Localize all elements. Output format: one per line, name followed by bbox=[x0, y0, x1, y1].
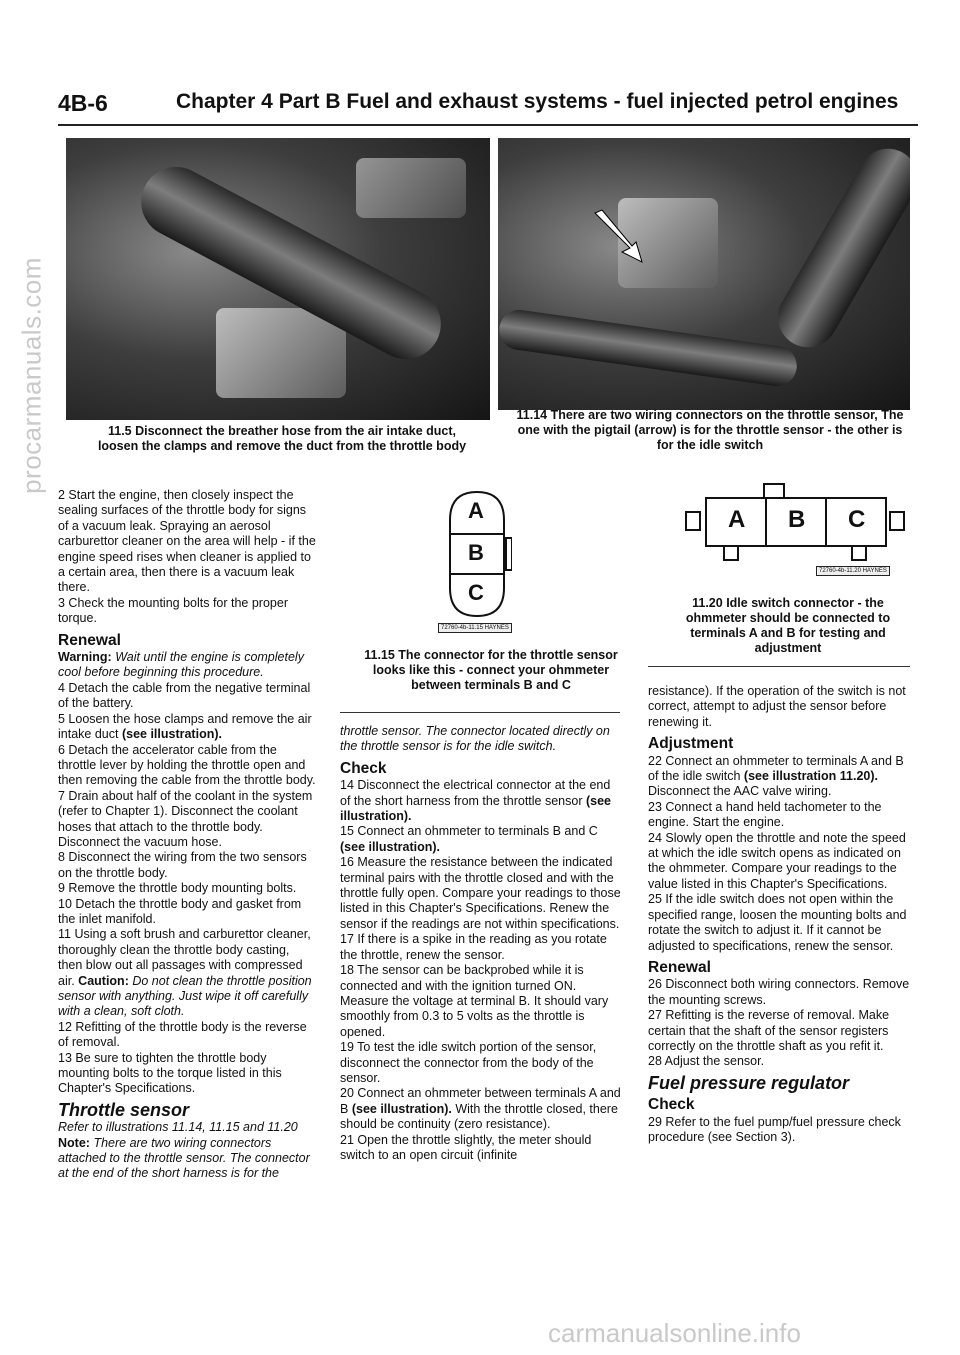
para-22 bbox=[648, 754, 912, 800]
caption-11-14: 11.14 There are two wiring connectors on the throttle sensor, The one with the pigtail (arrow) is for the throttle sensor - the other is for the idle switch bbox=[516, 408, 904, 452]
column-3 bbox=[648, 684, 912, 1145]
heading-adjustment: Adjustment bbox=[648, 735, 734, 753]
para-26: 26 Disconnect both wiring connectors. Remove the mounting screws. bbox=[648, 977, 910, 1007]
caption-11-20: 11.20 Idle switch connector - the ohmmeter should be connected to terminals A and B for testing and adjustment bbox=[685, 596, 891, 655]
para-22-text: 22 Connect an ohmmeter to terminals A and B of the idle switch bbox=[648, 753, 904, 784]
para-19: 19 To test the idle switch portion of the sensor, disconnect the connector from the body of the sensor. bbox=[340, 1040, 597, 1085]
para-24: 24 Slowly open the throttle and note the speed at which the idle switch opens as indicated on the ohmmeter. Compare your readings to the value listed in this Chapter's Specifications. bbox=[648, 830, 906, 891]
para-15 bbox=[340, 824, 622, 855]
hose-shape bbox=[767, 138, 910, 358]
page-title: Chapter 4 Part B Fuel and exhaust systems - fuel injected petrol engines bbox=[176, 90, 899, 113]
terminal-b-label: B bbox=[468, 540, 484, 565]
para-25: 25 If the idle switch does not open within the specified range, loosen the mounting bolts and rotate the switch to adjust it. If it cannot be adjusted to specifications, renew the sensor. bbox=[648, 892, 907, 953]
arrow-icon bbox=[590, 208, 650, 268]
caption-11-5: 11.5 Disconnect the breather hose from the air intake duct, loosen the clamps and remove the duct from the throttle body bbox=[97, 424, 467, 453]
terminal-c-label: C bbox=[468, 580, 484, 605]
para-17: 17 If there is a spike in the reading as you rotate the throttle, renew the sensor. bbox=[340, 932, 607, 962]
para-29: 29 Refer to the fuel pump/fuel pressure check procedure (see Section 3). bbox=[648, 1114, 901, 1144]
heading-throttle-sensor: Throttle sensor bbox=[58, 1099, 190, 1120]
photo-11-5 bbox=[66, 138, 490, 420]
bottom-watermark: carmanualsonline.info bbox=[548, 1318, 801, 1348]
idle-terminal-b-label: B bbox=[788, 506, 806, 533]
para-11 bbox=[58, 927, 316, 1019]
para-2: 2 Start the engine, then closely inspect the sealing surfaces of the throttle body for signs of a vacuum leak. Spraying an aerosol carburettor cleaner on the area will help - if the engine speed rises when cleaner is applied to a certain area, then there is a vacuum leak there. bbox=[58, 488, 316, 595]
caption-rule-2 bbox=[648, 666, 910, 667]
para-3: 3 Check the mounting bolts for the proper torque. bbox=[58, 595, 288, 626]
heading-fuel-pressure-regulator: Fuel pressure regulator bbox=[648, 1072, 850, 1093]
engine-part-shape bbox=[356, 158, 466, 218]
para-12: 12 Refitting of the throttle body is the reverse of removal. bbox=[58, 1019, 307, 1050]
para-8: 8 Disconnect the wiring from the two sensors on the throttle body. bbox=[58, 850, 307, 880]
idle-terminal-a-label: A bbox=[728, 506, 746, 533]
warning-text: Wait until the engine is completely cool before beginning this procedure. bbox=[58, 650, 304, 680]
para-5 bbox=[58, 712, 316, 743]
column-1 bbox=[58, 488, 316, 1182]
col3-intro: resistance). If the operation of the switch is not correct, attempt to adjust the sensor before renewing it. bbox=[648, 684, 906, 729]
col2-intro: throttle sensor. The connector located directly on the throttle sensor is for the idle switch. bbox=[340, 724, 610, 754]
note bbox=[58, 1136, 316, 1182]
terminal-a-label: A bbox=[468, 498, 484, 523]
pipe-shape bbox=[498, 307, 799, 388]
column-2 bbox=[340, 724, 622, 1163]
para-20 bbox=[340, 1086, 622, 1132]
para-21: 21 Open the throttle slightly, the meter should switch to an open circuit (infinite bbox=[340, 1132, 592, 1162]
diagram-tag: 72760-4b-11.15 HAYNES bbox=[438, 623, 512, 633]
para-20-ref: (see illustration). bbox=[351, 1101, 452, 1116]
para-5-text: 5 Loosen the hose clamps and remove the air intake duct bbox=[58, 711, 312, 742]
para-6: 6 Detach the accelerator cable from the throttle lever by holding the throttle open and then removing the cable from the throttle body. bbox=[58, 742, 316, 788]
idle-terminal-c-label: C bbox=[848, 506, 866, 533]
para-22-rest: Disconnect the AAC valve wiring. bbox=[648, 784, 832, 799]
para-15-text: 15 Connect an ohmmeter to terminals B and C bbox=[340, 824, 598, 839]
para-9: 9 Remove the throttle body mounting bolts. bbox=[58, 881, 297, 896]
page-number: 4B-6 bbox=[58, 90, 108, 116]
para-16: 16 Measure the resistance between the indicated terminal pairs with the throttle closed and with the throttle fully open. Compare your readings to those listed in this Chapter's Specifications. Renew the sensor if the readings are not within specifications. bbox=[340, 855, 621, 931]
para-14-ref: (see illustration). bbox=[340, 793, 611, 824]
diagram-11-15 bbox=[430, 490, 540, 630]
heading-check-2: Check bbox=[648, 1096, 695, 1114]
heading-renewal-2: Renewal bbox=[648, 958, 711, 976]
note-text: There are two wiring connectors attached to the throttle sensor. The connector at the end of the short harness is for the bbox=[58, 1135, 310, 1181]
para-14 bbox=[340, 778, 622, 824]
caption-11-15: 11.15 The connector for the throttle sensor looks like this - connect your ohmmeter between terminals B and C bbox=[364, 648, 618, 692]
para-14-text: 14 Disconnect the electrical connector at the end of the short harness from the throttle sensor bbox=[340, 778, 611, 808]
para-5-ref: (see illustration). bbox=[121, 727, 222, 742]
page-header bbox=[58, 84, 918, 126]
para-23: 23 Connect a hand held tachometer to the engine. Start the engine. bbox=[648, 799, 882, 830]
refer-illustrations: Refer to illustrations 11.14, 11.15 and 11.20 bbox=[58, 1120, 298, 1135]
para-18: 18 The sensor can be backprobed while it is connected and with the ignition turned ON. Measure the voltage at terminal B. It should vary smoothly from 0.3 to 5 volts as the throttle is opened. bbox=[340, 963, 609, 1039]
note-label: Note: bbox=[58, 1135, 90, 1150]
para-15-ref: (see illustration). bbox=[340, 839, 441, 854]
diagram-11-20 bbox=[676, 482, 912, 594]
para-27: 27 Refitting is the reverse of removal. Make certain that the shaft of the sensor registers correctly on the throttle shaft as you refit it. bbox=[648, 1008, 890, 1053]
para-22-ref: (see illustration 11.20). bbox=[743, 769, 878, 784]
idle-diagram-tag: 72760-4b-11.20 HAYNES bbox=[816, 566, 890, 576]
para-4: 4 Detach the cable from the negative terminal of the battery. bbox=[58, 680, 311, 711]
heading-check: Check bbox=[340, 759, 387, 777]
para-28: 28 Adjust the sensor. bbox=[648, 1054, 765, 1069]
para-7: 7 Drain about half of the coolant in the system (refer to Chapter 1). Disconnect the coolant hoses that attach to the throttle body. Disconnect the vacuum hose. bbox=[58, 788, 313, 849]
para-20-rest: With the throttle closed, there should be continuity (zero resistance). bbox=[340, 1101, 618, 1132]
caution-label: Caution: bbox=[78, 973, 129, 988]
heading-renewal: Renewal bbox=[58, 631, 121, 649]
warning bbox=[58, 650, 316, 681]
photo-11-14 bbox=[498, 138, 910, 410]
caption-rule bbox=[340, 712, 620, 713]
caution-text: Do not clean the throttle position sensor with anything. Just wipe it off carefully with a clean, soft cloth. bbox=[58, 973, 312, 1019]
para-20-text: 20 Connect an ohmmeter between terminals A and B bbox=[340, 1086, 621, 1116]
para-11-text: 11 Using a soft brush and carburettor cleaner, thoroughly clean the throttle body casting, then blow out all passages with compressed air. bbox=[58, 927, 311, 988]
side-watermark: procarmanuals.com bbox=[16, 257, 47, 494]
para-10: 10 Detach the throttle body and gasket from the inlet manifold. bbox=[58, 896, 302, 926]
para-13: 13 Be sure to tighten the throttle body mounting bolts to the torque listed in this Chapter's Specifications. bbox=[58, 1050, 282, 1096]
warning-label: Warning: bbox=[58, 650, 112, 665]
